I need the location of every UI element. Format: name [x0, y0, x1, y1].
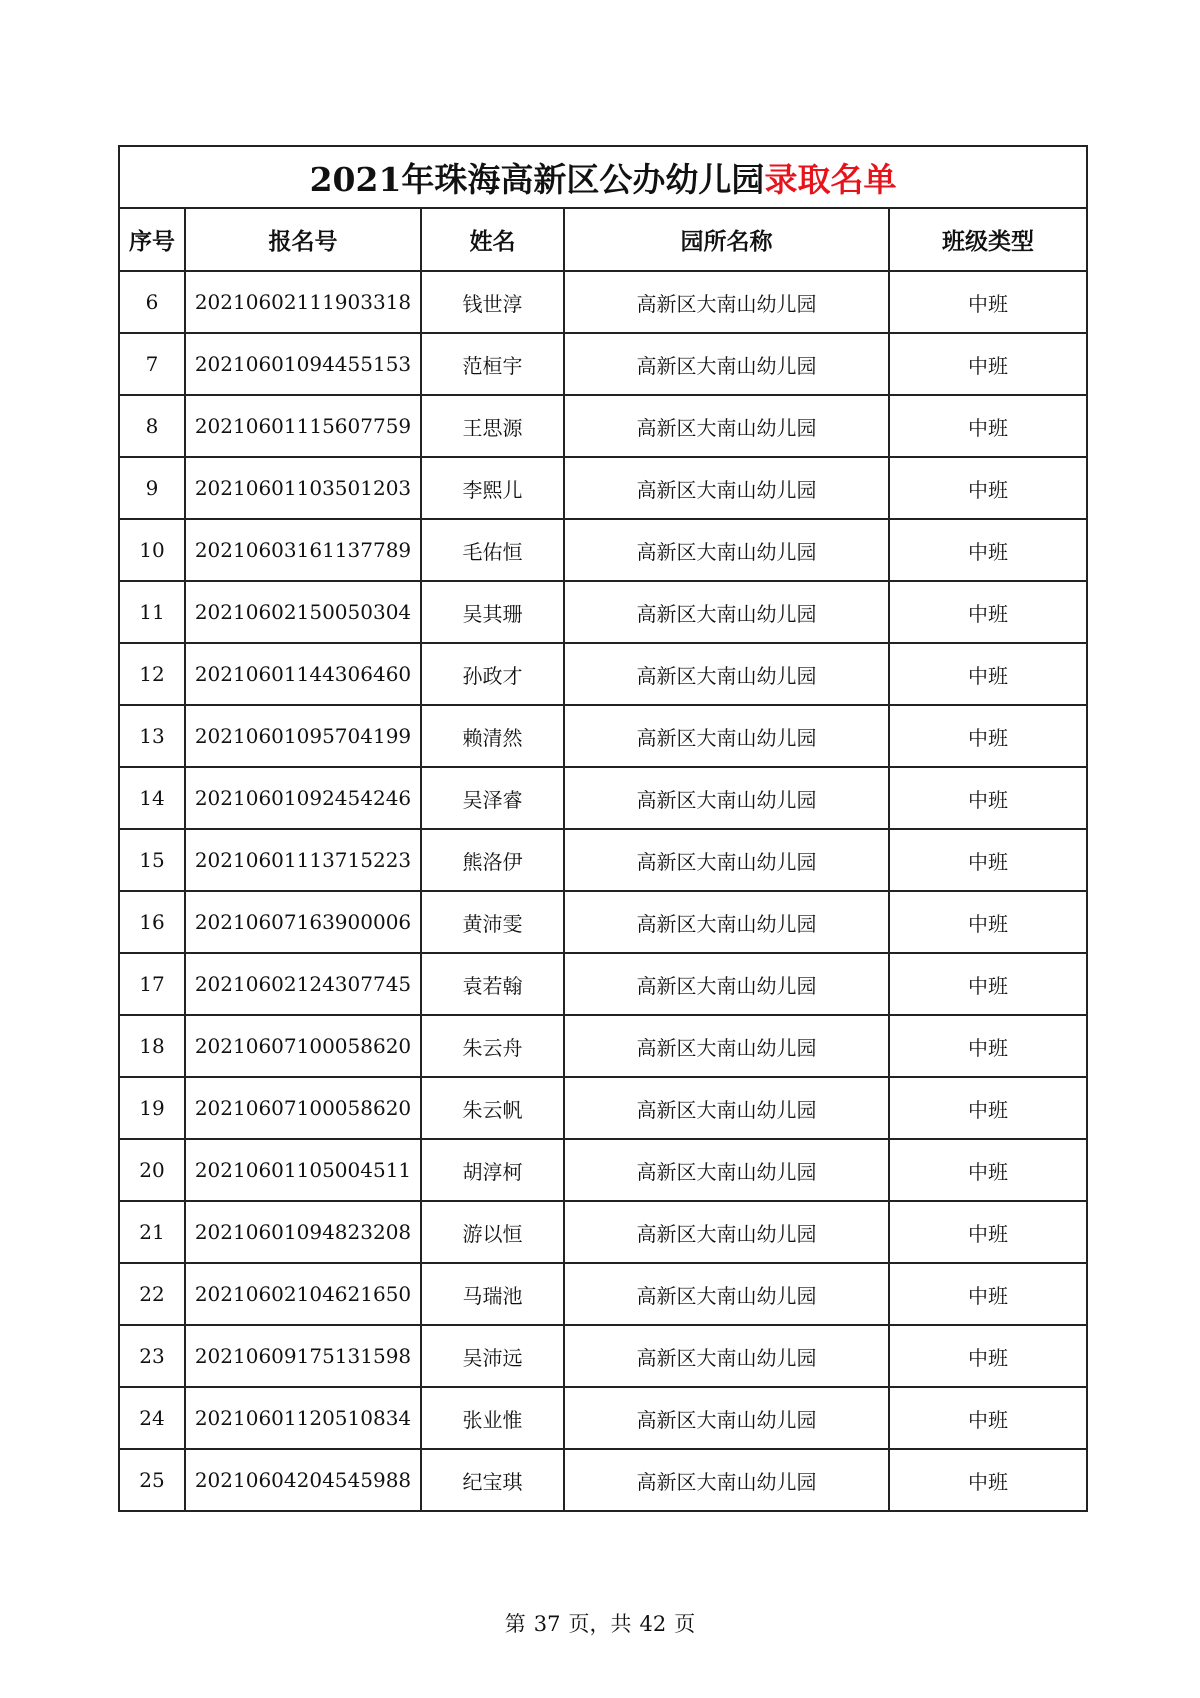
cell-name: 毛佑恒 [421, 519, 564, 581]
cell-school: 高新区大南山幼儿园 [564, 333, 889, 395]
cell-no: 20 [119, 1139, 185, 1201]
title-row [119, 146, 1087, 208]
cell-no: 11 [119, 581, 185, 643]
cell-school: 高新区大南山幼儿园 [564, 395, 889, 457]
cell-reg: 20210601105004511 [185, 1139, 421, 1201]
table-row [119, 333, 1087, 395]
cell-reg: 20210609175131598 [185, 1325, 421, 1387]
table-row [119, 1077, 1087, 1139]
table-row [119, 829, 1087, 891]
footer-total-pages: 42 [639, 1612, 667, 1636]
cell-no: 16 [119, 891, 185, 953]
table-row [119, 1139, 1087, 1201]
cell-reg: 20210602124307745 [185, 953, 421, 1015]
cell-school: 高新区大南山幼儿园 [564, 891, 889, 953]
cell-no: 9 [119, 457, 185, 519]
cell-reg: 20210601103501203 [185, 457, 421, 519]
cell-reg: 20210601120510834 [185, 1387, 421, 1449]
cell-no: 25 [119, 1449, 185, 1511]
cell-reg: 20210601094455153 [185, 333, 421, 395]
cell-school: 高新区大南山幼儿园 [564, 829, 889, 891]
cell-class: 中班 [889, 457, 1087, 519]
cell-reg: 20210601092454246 [185, 767, 421, 829]
cell-class: 中班 [889, 519, 1087, 581]
header-row [119, 208, 1087, 271]
cell-school: 高新区大南山幼儿园 [564, 457, 889, 519]
table-row [119, 1201, 1087, 1263]
cell-name: 吴泽睿 [421, 767, 564, 829]
table-row [119, 643, 1087, 705]
cell-no: 6 [119, 271, 185, 333]
cell-school: 高新区大南山幼儿园 [564, 767, 889, 829]
cell-no: 10 [119, 519, 185, 581]
cell-class: 中班 [889, 891, 1087, 953]
cell-reg: 20210607100058620 [185, 1015, 421, 1077]
cell-no: 8 [119, 395, 185, 457]
table-row [119, 1015, 1087, 1077]
table-row [119, 519, 1087, 581]
cell-no: 17 [119, 953, 185, 1015]
cell-reg: 20210607163900006 [185, 891, 421, 953]
cell-school: 高新区大南山幼儿园 [564, 705, 889, 767]
cell-class: 中班 [889, 1201, 1087, 1263]
cell-class: 中班 [889, 829, 1087, 891]
cell-class: 中班 [889, 1387, 1087, 1449]
cell-name: 游以恒 [421, 1201, 564, 1263]
cell-school: 高新区大南山幼儿园 [564, 1325, 889, 1387]
cell-name: 纪宝琪 [421, 1449, 564, 1511]
footer-mid: 页，共 [568, 1612, 632, 1636]
column-header-name: 姓名 [421, 208, 564, 271]
cell-class: 中班 [889, 1325, 1087, 1387]
cell-reg: 20210601094823208 [185, 1201, 421, 1263]
cell-no: 18 [119, 1015, 185, 1077]
admission-table [118, 145, 1088, 1512]
cell-class: 中班 [889, 395, 1087, 457]
cell-name: 朱云舟 [421, 1015, 564, 1077]
cell-class: 中班 [889, 1139, 1087, 1201]
cell-school: 高新区大南山幼儿园 [564, 519, 889, 581]
column-header-class: 班级类型 [889, 208, 1087, 271]
table-row [119, 1325, 1087, 1387]
cell-no: 14 [119, 767, 185, 829]
cell-name: 吴其珊 [421, 581, 564, 643]
cell-no: 15 [119, 829, 185, 891]
cell-no: 13 [119, 705, 185, 767]
cell-reg: 20210601113715223 [185, 829, 421, 891]
table-row [119, 457, 1087, 519]
table-row [119, 395, 1087, 457]
cell-school: 高新区大南山幼儿园 [564, 1077, 889, 1139]
cell-name: 黄沛雯 [421, 891, 564, 953]
cell-class: 中班 [889, 1015, 1087, 1077]
cell-no: 19 [119, 1077, 185, 1139]
cell-class: 中班 [889, 1263, 1087, 1325]
footer-prefix: 第 [504, 1612, 526, 1636]
cell-class: 中班 [889, 581, 1087, 643]
table-row [119, 891, 1087, 953]
cell-class: 中班 [889, 705, 1087, 767]
footer-suffix: 页 [674, 1612, 696, 1636]
cell-name: 张业惟 [421, 1387, 564, 1449]
cell-name: 王思源 [421, 395, 564, 457]
cell-school: 高新区大南山幼儿园 [564, 643, 889, 705]
cell-name: 范桓宇 [421, 333, 564, 395]
table-row [119, 1387, 1087, 1449]
cell-name: 熊洛伊 [421, 829, 564, 891]
cell-name: 马瑞池 [421, 1263, 564, 1325]
cell-school: 高新区大南山幼儿园 [564, 271, 889, 333]
cell-name: 赖清然 [421, 705, 564, 767]
cell-reg: 20210601144306460 [185, 643, 421, 705]
table-row [119, 271, 1087, 333]
cell-name: 孙政才 [421, 643, 564, 705]
cell-school: 高新区大南山幼儿园 [564, 1201, 889, 1263]
cell-reg: 20210607100058620 [185, 1077, 421, 1139]
footer-current-page: 37 [533, 1612, 561, 1636]
cell-reg: 20210601095704199 [185, 705, 421, 767]
table-row [119, 953, 1087, 1015]
cell-reg: 20210602150050304 [185, 581, 421, 643]
cell-name: 袁若翰 [421, 953, 564, 1015]
cell-reg: 20210602111903318 [185, 271, 421, 333]
cell-class: 中班 [889, 333, 1087, 395]
cell-no: 22 [119, 1263, 185, 1325]
cell-class: 中班 [889, 767, 1087, 829]
cell-name: 朱云帆 [421, 1077, 564, 1139]
column-header-no: 序号 [119, 208, 185, 271]
cell-school: 高新区大南山幼儿园 [564, 953, 889, 1015]
cell-reg: 20210602104621650 [185, 1263, 421, 1325]
cell-school: 高新区大南山幼儿园 [564, 581, 889, 643]
table-row [119, 705, 1087, 767]
title-main: 2021年珠海高新区公办幼儿园 [309, 159, 765, 199]
table-row [119, 767, 1087, 829]
cell-class: 中班 [889, 271, 1087, 333]
cell-class: 中班 [889, 1077, 1087, 1139]
cell-name: 钱世淳 [421, 271, 564, 333]
cell-reg: 20210603161137789 [185, 519, 421, 581]
page-title [119, 146, 1087, 208]
cell-no: 23 [119, 1325, 185, 1387]
column-header-reg: 报名号 [185, 208, 421, 271]
title-highlight: 录取名单 [764, 159, 897, 199]
cell-name: 胡淳柯 [421, 1139, 564, 1201]
cell-name: 李熙儿 [421, 457, 564, 519]
cell-class: 中班 [889, 1449, 1087, 1511]
page-footer [0, 1608, 1200, 1638]
table-row [119, 1263, 1087, 1325]
table-body [119, 271, 1087, 1511]
cell-reg: 20210604204545988 [185, 1449, 421, 1511]
cell-school: 高新区大南山幼儿园 [564, 1015, 889, 1077]
cell-no: 12 [119, 643, 185, 705]
cell-school: 高新区大南山幼儿园 [564, 1263, 889, 1325]
cell-reg: 20210601115607759 [185, 395, 421, 457]
cell-school: 高新区大南山幼儿园 [564, 1139, 889, 1201]
cell-no: 21 [119, 1201, 185, 1263]
cell-school: 高新区大南山幼儿园 [564, 1387, 889, 1449]
column-header-school: 园所名称 [564, 208, 889, 271]
cell-class: 中班 [889, 643, 1087, 705]
cell-no: 7 [119, 333, 185, 395]
table-row [119, 1449, 1087, 1511]
cell-school: 高新区大南山幼儿园 [564, 1449, 889, 1511]
table-row [119, 581, 1087, 643]
cell-class: 中班 [889, 953, 1087, 1015]
cell-no: 24 [119, 1387, 185, 1449]
cell-name: 吴沛远 [421, 1325, 564, 1387]
